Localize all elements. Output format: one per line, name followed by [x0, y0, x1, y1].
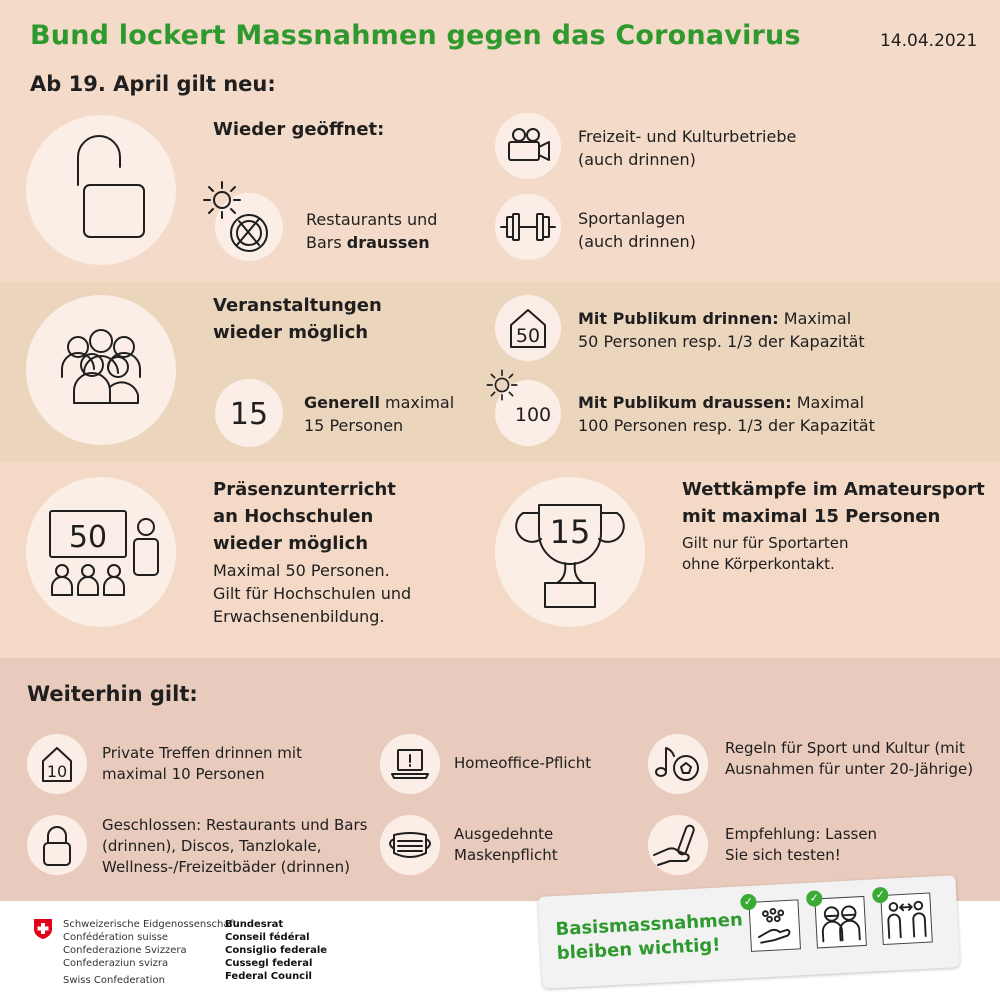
further-heading: Weiterhin gilt:	[27, 682, 198, 706]
footer-languages: Schweizerische Eidgenossenschaft Confédération suisse Confederazione Svizzera Confederaziun svizra	[63, 919, 237, 969]
swiss-cross-icon	[33, 918, 53, 940]
page-title: Bund lockert Massnahmen gegen das Coronavirus	[30, 20, 801, 51]
check-icon: ✓	[872, 887, 889, 904]
school-text: Maximal 50 Personen. Gilt für Hochschulen und Erwachsenenbildung.	[213, 561, 412, 626]
mask-circle	[380, 815, 440, 875]
dumbbell-icon	[495, 194, 561, 260]
general-15-circle	[215, 379, 283, 447]
school-heading: Präsenzunterricht an Hochschulen wieder möglich	[213, 479, 396, 554]
distance-box	[875, 887, 933, 945]
reopened-heading: Wieder geöffnet:	[213, 119, 385, 140]
homeoffice-text: Homeoffice-Pflicht	[454, 754, 592, 772]
hand-washing-icon	[749, 900, 799, 950]
check-icon: ✓	[740, 894, 757, 911]
face-mask-icon	[380, 815, 440, 875]
closed-text: Geschlossen: Restaurants und Bars (drinnen), Discos, Tanzlokale, Wellness-/Freizeitbäder (drinnen)	[102, 816, 368, 876]
sun-icon	[200, 178, 244, 222]
test-circle	[648, 815, 708, 875]
check-icon: ✓	[806, 890, 823, 907]
rules-circle	[648, 734, 708, 794]
crowd-icon	[26, 295, 176, 445]
publication-date: 14.04.2021	[880, 31, 978, 51]
general-text: Generell maximal 15 Personen	[304, 393, 455, 435]
private-circle	[27, 734, 87, 794]
general-15-number: 15	[229, 397, 269, 432]
classroom-icon	[26, 477, 176, 627]
mask-text: Ausgedehnte Maskenpflicht	[454, 825, 558, 864]
footer-authorities: Bundesrat Conseil fédéral Consiglio federale Cussegl federal Federal Council	[225, 919, 328, 982]
hand-washing-box	[743, 894, 801, 952]
house-icon	[495, 295, 561, 361]
closed-lock-icon	[27, 815, 87, 875]
indoor-50-number: 50	[515, 325, 541, 347]
rules-text: Regeln für Sport und Kultur (mit Ausnahmen für unter 20-Jährige)	[725, 739, 974, 778]
outdoor-100-number: 100	[514, 404, 552, 426]
indoor-text: Mit Publikum drinnen: Maximal 50 Personen resp. 1/3 der Kapazität	[578, 309, 865, 351]
competitions-text: Gilt nur für Sportarten ohne Körperkontakt.	[682, 534, 849, 573]
open-lock-icon	[26, 115, 176, 265]
trophy-circle	[495, 477, 645, 627]
private-10-number: 10	[46, 762, 68, 781]
indoor-circle	[495, 295, 561, 361]
sun-icon	[484, 367, 520, 403]
leisure-text: Freizeit- und Kulturbetriebe (auch drinnen)	[578, 127, 797, 169]
footer-swiss-confederation: Swiss Confederation	[63, 975, 165, 986]
masked-people-box	[809, 891, 867, 949]
music-note-icon	[656, 748, 674, 776]
sports-text: Sportanlagen (auch drinnen)	[578, 209, 696, 251]
crowd-circle	[26, 295, 176, 445]
homeoffice-circle	[380, 734, 440, 794]
competitions-heading: Wettkämpfe im Amateursport mit maximal 15 Personen	[682, 479, 985, 527]
private-text: Private Treffen drinnen mit maximal 10 Personen	[102, 744, 302, 783]
trophy-15-number: 15	[549, 513, 591, 551]
distance-icon	[881, 894, 931, 944]
movie-camera-icon	[495, 113, 561, 179]
open-lock-circle	[26, 115, 176, 265]
events-heading: Veranstaltungen wieder möglich	[213, 295, 382, 343]
trophy-icon	[495, 477, 645, 627]
test-text: Empfehlung: Lassen Sie sich testen!	[725, 825, 878, 864]
basis-measures-text: Basismassnahmen bleiben wichtig!	[555, 909, 744, 965]
leisure-circle	[495, 113, 561, 179]
house-icon	[27, 734, 87, 794]
sports-circle	[495, 194, 561, 260]
restaurants-text: Restaurants und Bars draussen	[306, 210, 438, 252]
outdoor-text: Mit Publikum draussen: Maximal 100 Personen resp. 1/3 der Kapazität	[578, 393, 875, 435]
classroom-circle	[26, 477, 176, 627]
laptop-icon	[380, 734, 440, 794]
closed-circle	[27, 815, 87, 875]
football-icon	[674, 756, 698, 780]
masked-people-icon	[815, 897, 865, 947]
classroom-50-number: 50	[68, 520, 108, 555]
section-subtitle: Ab 19. April gilt neu:	[30, 72, 276, 96]
test-tube-hand-icon	[648, 815, 708, 875]
